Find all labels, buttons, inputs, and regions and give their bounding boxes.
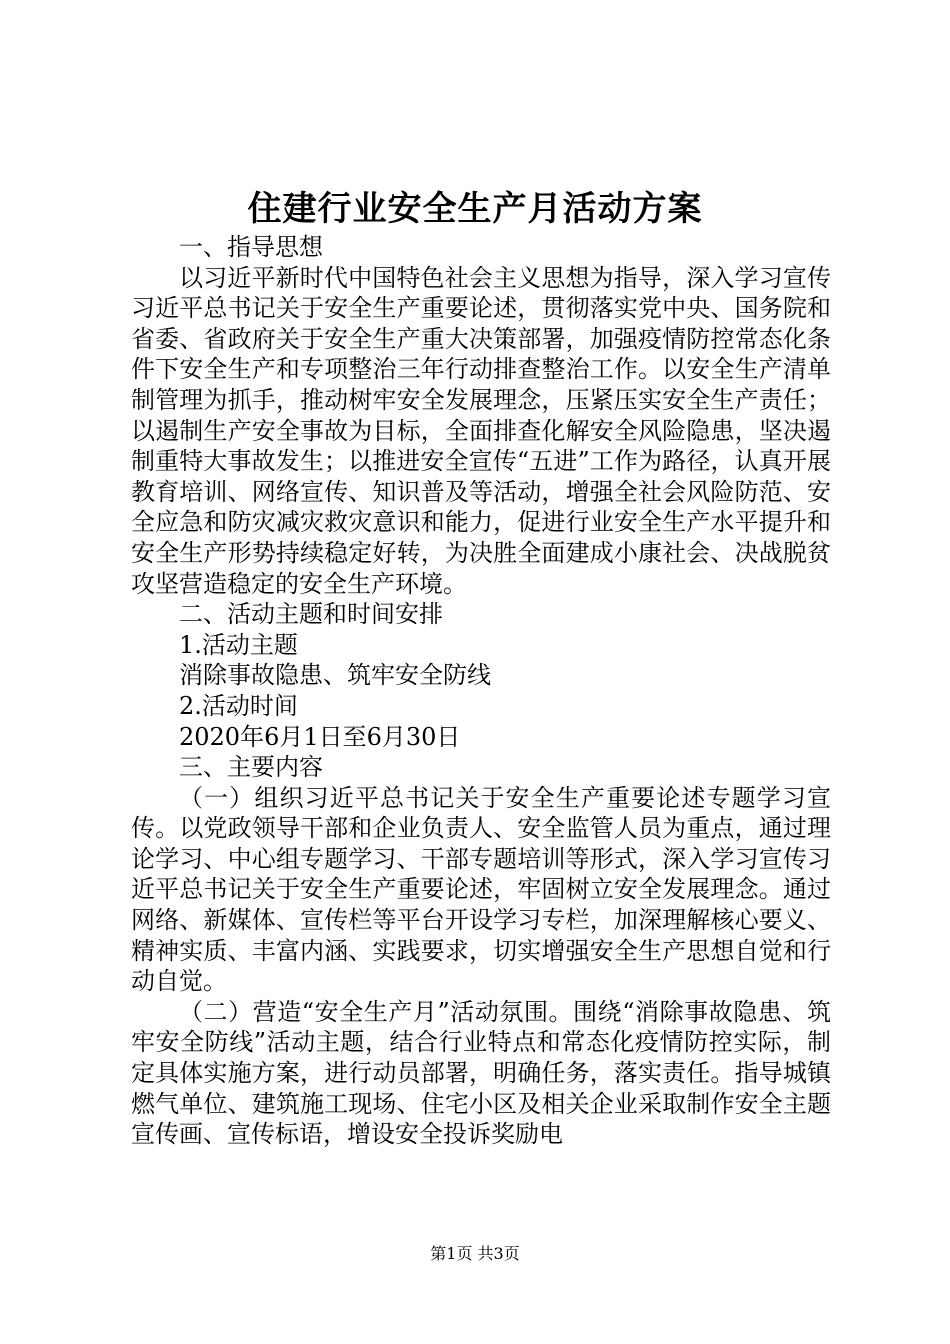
section-heading-main-content: 三、主要内容	[179, 753, 323, 782]
document-title: 住建行业安全生产月活动方案	[247, 189, 703, 229]
subheading-activity-time: 2.活动时间	[179, 691, 298, 720]
paragraph-activity-time: 2020年6月1日至6月30日	[179, 722, 461, 751]
paragraph-item-one: （一）组织习近平总书记关于安全生产重要论述专题学习宣传。以党政领导干部和企业负责人、安全监管人员为重点，通过理论学习、中心组专题学习、干部专题培训等形式，深入学习宣传习近平总书记关于安全生产重要论述，牢固树立安全发展理念。通过网络、新媒体、宣传栏等平台开设学习专栏，加深理解核心要义、精神实质、丰富内涵、实践要求，切实增强安全生产思想自觉和行动自觉。	[131, 783, 831, 996]
subheading-activity-theme: 1.活动主题	[179, 630, 298, 659]
paragraph-activity-theme: 消除事故隐患、筑牢安全防线	[179, 661, 491, 690]
section-heading-guiding-ideology: 一、指导思想	[179, 233, 323, 261]
paragraph-guiding-ideology: 以习近平新时代中国特色社会主义思想为指导，深入学习宣传习近平总书记关于安全生产重要论述，贯彻落实党中央、国务院和省委、省政府关于安全生产重大决策部署，加强疫情防控常态化条件下安全生产和专项整治三年行动排查整治工作。以安全生产清单制管理为抓手，推动树牢安全发展理念，压紧压实安全生产责任；以遏制生产安全事故为目标，全面排查化解安全风险隐患，坚决遏制重特大事故发生；以推进安全宣传“五进”工作为路径，认真开展教育培训、网络宣传、知识普及等活动，增强全社会风险防范、安全应急和防灾减灾救灾意识和能力，促进行业安全生产水平提升和安全生产形势持续稳定好转，为决胜全面建成小康社会、决战脱贫攻坚营造稳定的安全生产环境。	[131, 263, 831, 598]
section-heading-theme-and-schedule: 二、活动主题和时间安排	[179, 600, 443, 629]
page-number-footer: 第1页 共3页	[430, 1244, 520, 1263]
paragraph-item-two: （二）营造“安全生产月”活动氛围。围绕“消除事故隐患、筑牢安全防线”活动主题，结合行业特点和常态化疫情防控实际，制定具体实施方案，进行动员部署，明确任务，落实责任。指导城镇燃气单位、建筑施工现场、住宅小区及相关企业采取制作安全主题宣传画、宣传标语，增设安全投诉奖励电	[131, 997, 831, 1149]
document-body	[131, 232, 831, 1150]
